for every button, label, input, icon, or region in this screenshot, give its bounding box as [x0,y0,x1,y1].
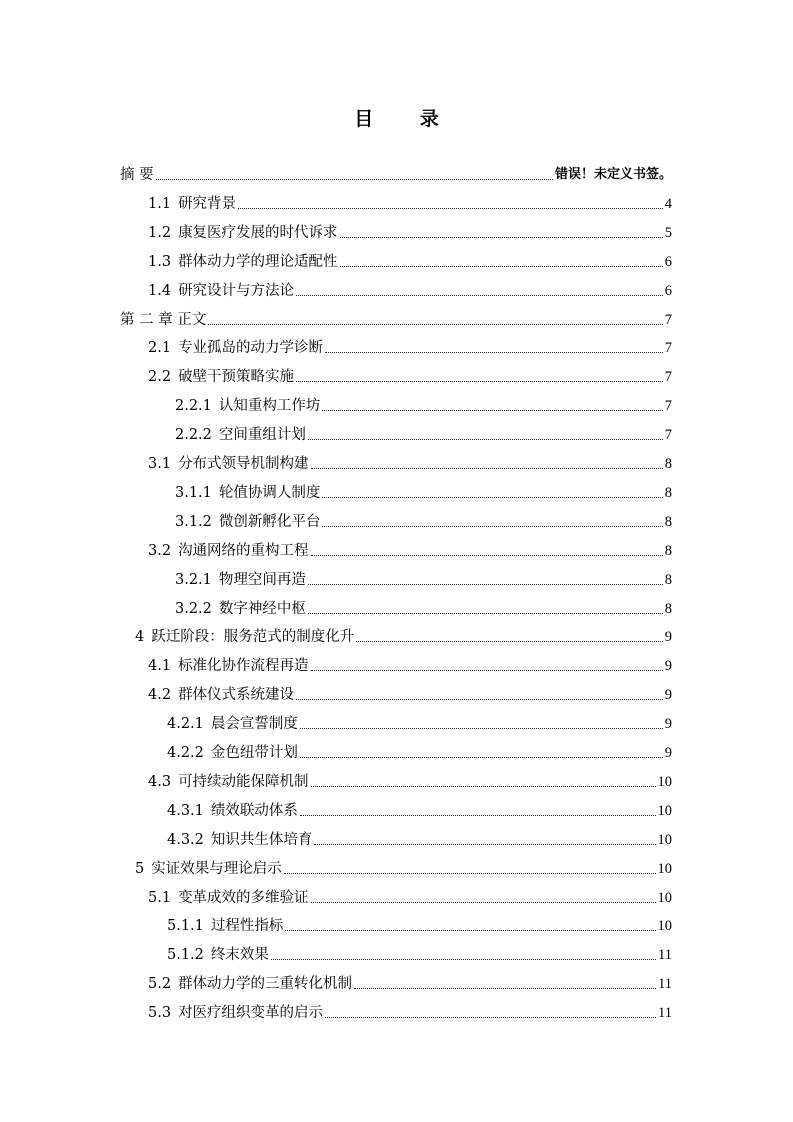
dot-leader [311,669,663,671]
toc-entry[interactable] [148,216,672,242]
dot-leader [311,554,663,556]
toc-entry-label [175,571,306,589]
toc-entry[interactable] [175,563,672,589]
toc-entry[interactable] [120,303,672,329]
toc-entry[interactable] [148,274,672,300]
toc-entry-label [135,860,282,878]
toc-entry-label [120,166,154,184]
toc-entry-text: 专业孤岛的动力学诊断 [178,340,324,357]
toc-entry[interactable] [167,823,672,849]
toc-entry-page: 9 [664,745,672,761]
toc-entry-text: 可持续动能保障机制 [178,773,309,790]
dot-leader [308,438,663,440]
toc-entry-number: 4 [135,629,145,646]
toc-entry-label [120,311,206,329]
toc-entry-page: 8 [664,571,672,588]
toc-entry-number: 2.2.1 [175,398,212,415]
toc-entry[interactable] [135,620,672,646]
toc-entry-page: 6 [664,253,672,270]
toc-entry-label [148,455,309,473]
dot-leader [156,178,553,180]
dot-leader [296,380,663,382]
toc-entry[interactable] [175,505,672,531]
toc-entry-label [167,917,283,935]
toc-entry-page: 6 [664,282,672,299]
dot-leader [308,612,663,614]
dot-leader [271,958,656,960]
toc-entry-text: 绩效联动体系 [210,802,298,819]
toc-entry-page: 9 [664,658,672,675]
toc-entry[interactable] [148,447,672,473]
toc-entry-number: 1.4 [148,282,172,299]
toc-entry-text: 变革成效的多维验证 [178,889,309,906]
toc-entry-number: 5.1 [148,889,172,906]
toc-entry-page: 8 [664,513,672,530]
toc-entry-text: 微创新孵化平台 [218,513,321,530]
toc-entry-page: 8 [664,456,672,472]
toc-entry-text: 对医疗组织变革的启示 [178,1005,324,1022]
toc-entry-number: 4.3 [148,773,172,790]
toc-entry-label [148,975,352,993]
toc-entry-number: 3.2.1 [175,571,212,588]
toc-entry-page: 4 [664,195,672,212]
toc-entry-label [167,715,298,733]
dot-leader [340,265,663,267]
toc-entry-label [175,600,306,618]
toc-entry[interactable] [167,736,672,762]
toc-entry-label [148,224,338,242]
toc-entry-page: 7 [664,340,672,357]
toc-entry-page: 10 [657,773,672,790]
toc-entry-page: 11 [658,947,672,964]
toc-entry-text: 物理空间再造 [218,571,306,588]
dot-leader [311,467,663,469]
toc-entry-number: 2.2 [148,369,172,386]
toc-entry[interactable] [148,245,672,271]
toc-entry-number: 2.2.2 [175,427,212,444]
toc-entry-label [175,513,320,531]
toc-entry-number: 5.1.2 [167,947,204,964]
toc-entry[interactable] [167,938,672,964]
toc-entry[interactable] [175,476,672,502]
dot-leader [300,756,663,758]
toc-entry-label [175,484,320,502]
toc-entry-number: 5.1.1 [167,918,204,935]
toc-entry-page: 7 [664,369,672,386]
toc-entry[interactable] [148,331,672,357]
dot-leader [340,236,663,238]
dot-leader [208,323,662,325]
toc-entry[interactable] [167,707,672,733]
toc-entry[interactable] [120,158,672,184]
toc-entry-label [148,773,309,791]
toc-entry-number: 3.1.2 [175,513,212,530]
toc-entry-label [167,831,312,849]
dot-leader [325,1016,656,1018]
toc-entry-number: 4.3.1 [167,802,204,819]
toc-entry-text: 终末效果 [210,947,269,964]
toc-entry-text: 跃迁阶段：服务范式的制度化升 [151,629,355,646]
toc-entry-page: 错误！未定义书签。 [554,167,672,182]
toc-entry-number: 1.3 [148,253,172,270]
toc-entry[interactable] [148,678,672,704]
toc-entry-text: 破壁干预策略实施 [178,369,295,386]
toc-entry-number: 5 [135,860,145,877]
toc-entry-label [148,889,309,907]
dot-leader [322,496,662,498]
toc-entry-text: 金色纽带计划 [210,745,298,761]
toc-entry-text: 研究设计与方法论 [178,282,295,299]
toc-entry[interactable] [167,909,672,935]
toc-entry-page: 10 [657,860,672,877]
toc-entry-text: 康复医疗发展的时代诉求 [178,224,338,241]
toc-entry-page: 7 [664,311,672,328]
toc-entry-number: 5.2 [148,976,172,993]
dot-leader [322,409,662,411]
toc-entry-page: 9 [664,629,672,646]
toc-entry-label [135,628,354,646]
dot-leader [284,872,656,874]
toc-entry-number: 4.1 [148,658,172,675]
toc-entry-page: 10 [657,831,672,848]
toc-entry-text: 群体动力学的理论适配性 [178,253,338,270]
toc-entry-text: 分布式领导机制构建 [178,456,309,472]
toc-entry-text: 轮值协调人制度 [218,484,321,501]
toc-entry-label [167,802,298,820]
toc-entry-label [148,339,323,357]
toc-entry-label [148,542,309,560]
toc-entry-page: 10 [657,918,672,935]
dot-leader [285,929,655,931]
toc-entry-label [175,426,306,444]
dot-leader [325,351,663,353]
dot-leader [311,785,656,787]
dot-leader [354,987,656,989]
toc-entry[interactable] [148,534,672,560]
dot-leader [311,901,656,903]
dot-leader [296,294,663,296]
toc-title: 目 录 [354,108,459,130]
toc-entry[interactable] [148,187,672,213]
toc-entry-text: 实证效果与理论启示 [151,860,282,877]
toc-entry[interactable] [148,967,672,993]
toc-entry-page: 7 [664,427,672,444]
toc-entry-number: 3.2.2 [175,600,212,617]
toc-entry-page: 8 [664,600,672,617]
toc-entry-text: 晨会宣誓制度 [210,716,298,733]
toc-entry-text: 数字神经中枢 [218,600,306,617]
toc-entry[interactable] [148,360,672,386]
toc-entry-label [148,657,309,675]
dot-leader [238,207,663,209]
toc-entry-text: 群体仪式系统建设 [178,687,295,704]
toc-entry-page: 9 [664,716,672,733]
toc-entry-page: 5 [664,224,672,241]
toc-entry-page: 8 [664,484,672,501]
toc-entry-text: 知识共生体培育 [210,831,313,848]
toc-entry-number: 4.2.2 [167,745,204,761]
toc-entry[interactable] [167,794,672,820]
toc-entry-label [175,397,320,415]
toc-entry-label [148,368,294,386]
toc-entry[interactable] [148,996,672,1022]
toc-entry-page: 7 [664,398,672,415]
toc-entry-label [148,195,236,213]
toc-entry[interactable] [148,765,672,791]
dot-leader [296,698,663,700]
toc-entry-text: 认知重构工作坊 [218,398,321,415]
dot-leader [308,583,663,585]
toc-entry-text: 空间重组计划 [218,427,306,444]
toc-entry-text: 标准化协作流程再造 [178,658,309,675]
toc-entry-label [148,253,338,271]
dot-leader [300,814,656,816]
toc-entry-page: 11 [658,1005,672,1022]
toc-entry-text: 群体动力学的三重转化机制 [178,976,353,993]
toc-entry-text: 沟通网络的重构工程 [178,542,309,559]
toc-entry-number: 2.1 [148,340,172,357]
toc-entry-number: 3.2 [148,542,172,559]
toc-entry-label [167,946,269,964]
toc-entry-page: 10 [657,889,672,906]
toc-entry-number: 3.1.1 [175,484,212,501]
toc-entry-number: 1.2 [148,224,172,241]
toc-entry-page: 8 [664,542,672,559]
toc-entry-number: 4.2 [148,687,172,704]
toc-entry-label [148,282,294,300]
toc-entry-text: 研究背景 [178,195,237,212]
toc-entry-number: 3.1 [148,456,172,472]
toc-entry[interactable] [135,852,672,878]
dot-leader [356,640,663,642]
toc-entry[interactable] [175,592,672,618]
dot-leader [322,525,662,527]
toc-entry-label [167,744,298,762]
toc-entry-label [148,686,294,704]
toc-entry-number: 4.2.1 [167,716,204,733]
toc-entry[interactable] [148,881,672,907]
toc-entry-label [148,1004,323,1022]
toc-entry-number: 4.3.2 [167,831,204,848]
dot-leader [314,843,655,845]
toc-entry-text: 摘 要 [120,167,154,183]
toc-entry-page: 10 [657,802,672,819]
toc-entry-page: 11 [658,976,672,993]
toc-entry-page: 9 [664,687,672,704]
toc-entry-text: 第 二 章 正文 [120,311,207,328]
toc-entry[interactable] [175,418,672,444]
dot-leader [300,727,663,729]
toc-entry-text: 过程性指标 [210,918,284,935]
toc-entry[interactable] [175,389,672,415]
toc-entry[interactable] [148,649,672,675]
toc-entry-number: 1.1 [148,195,172,212]
toc-entry-number: 5.3 [148,1005,172,1022]
